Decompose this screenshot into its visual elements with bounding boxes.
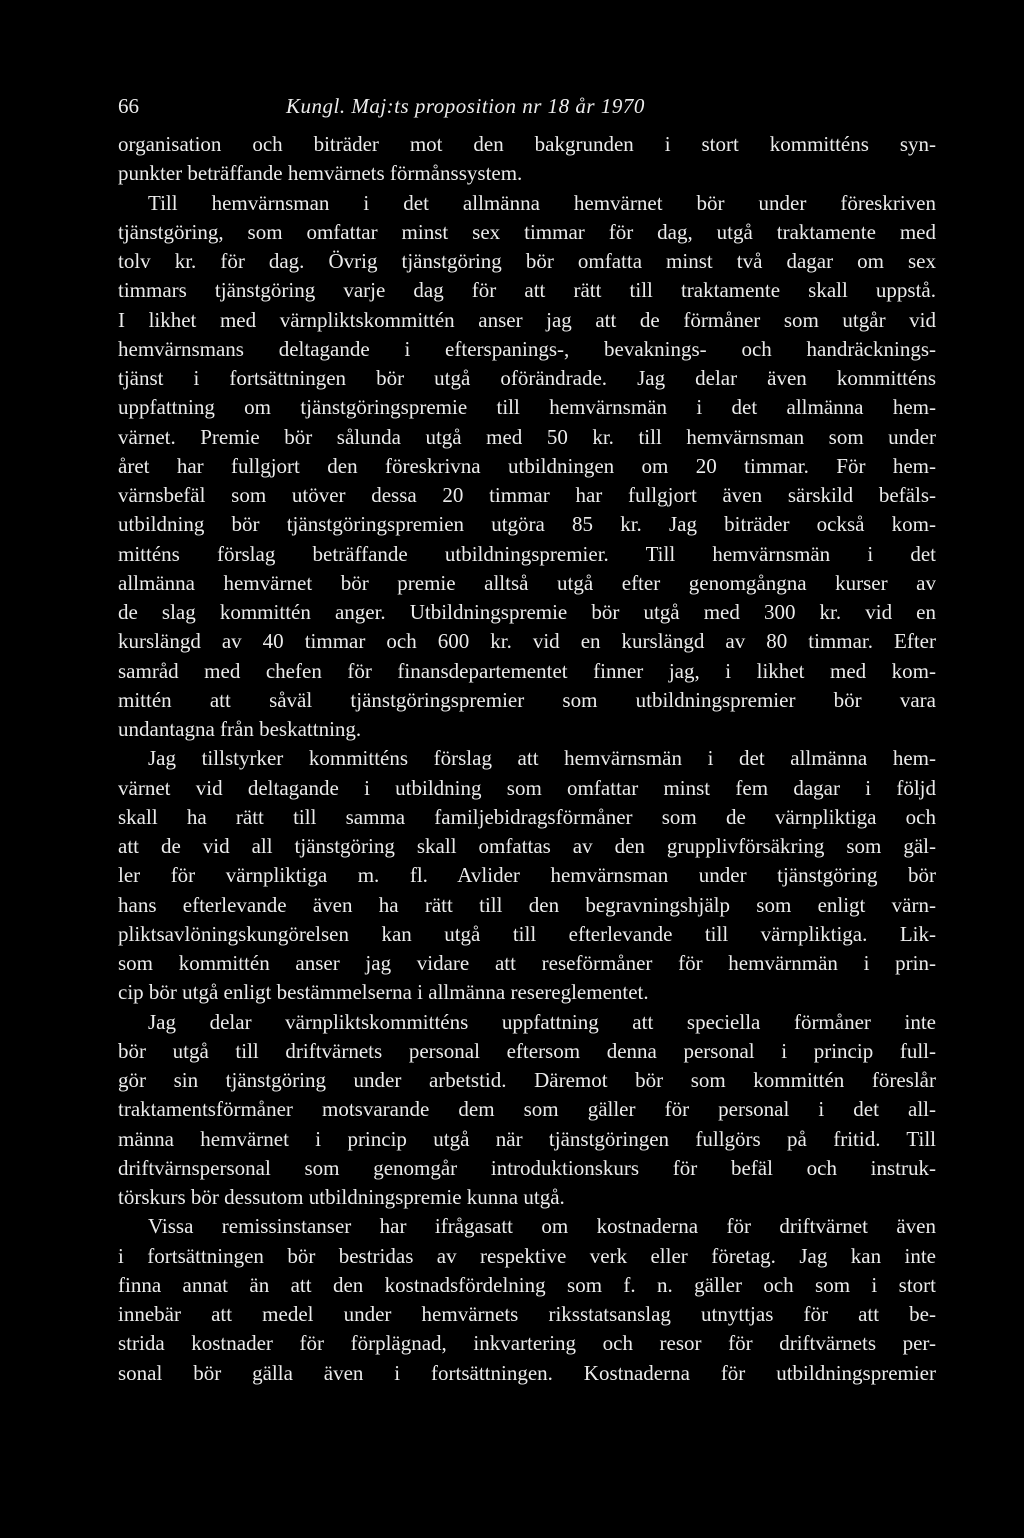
text-line: Till hemvärnsman i det allmänna hemvärnet bör under föreskriven [148, 190, 936, 215]
text-line: driftvärnspersonal som genomgår introduktionskurs för befäl och instruk- [118, 1155, 936, 1180]
text-line: kurslängd av 40 timmar och 600 kr. vid en kurslängd av 80 timmar. Efter [118, 629, 936, 654]
text-line: Jag delar värnpliktskommitténs uppfattning att speciella förmåner inte [148, 1009, 936, 1034]
text-line: värnet. Premie bör sålunda utgå med 50 kr. till hemvärnsman som under [118, 424, 936, 449]
text-line: tolv kr. för dag. Övrig tjänstgöring bör omfatta minst två dagar om sex [118, 249, 936, 273]
text-line: finna annat än att den kostnadsfördelning som f. n. gäller och som i stort [118, 1272, 936, 1297]
text-line: uppfattning om tjänstgöringspremie till hemvärnsmän i det allmänna hem- [118, 395, 936, 420]
text-line: strida kostnader för förplägnad, inkvartering och resor för driftvärnets per- [118, 1331, 936, 1356]
text-line: mittén att såväl tjänstgöringspremier som utbildningspremier bör vara [118, 687, 936, 712]
text-line: hans efterlevande även ha rätt till den begravningshjälp som enligt värn- [118, 892, 936, 917]
text-line: värnet vid deltagande i utbildning som omfattar minst fem dagar i följd [118, 775, 936, 800]
text-line: innebär att medel under hemvärnets riksstatsanslag utnyttjas för att be- [118, 1302, 936, 1326]
text-line: samråd med chefen för finansdepartementet finner jag, i likhet med kom- [118, 658, 936, 683]
page-header [118, 88, 938, 124]
text-line: ler för värnpliktiga m. fl. Avlider hemvärnsman under tjänstgöring bör [118, 863, 936, 888]
text-line: hemvärnsmans deltagande i efterspanings-, bevaknings- och handräcknings- [118, 336, 936, 361]
text-line: allmänna hemvärnet bör premie alltså utgå efter genomgångna kurser av [118, 570, 936, 595]
text-line: sonal bör gälla även i fortsättningen. Kostnaderna för utbildningspremier [118, 1360, 936, 1385]
text-line: gör sin tjänstgöring under arbetstid. Däremot bör som kommittén föreslår [118, 1068, 936, 1092]
text-line: bör utgå till driftvärnets personal eftersom denna personal i princip full- [118, 1038, 936, 1063]
body-text [118, 130, 936, 1388]
text-line: cip bör utgå enligt bestämmelserna i allmänna resereglementet. [118, 980, 649, 1005]
text-line: traktamentsförmåner motsvarande dem som gäller för personal i det all- [118, 1097, 936, 1122]
text-line: i fortsättningen bör bestridas av respektive verk eller företag. Jag kan inte [118, 1243, 936, 1268]
text-line: Vissa remissinstanser har ifrågasatt om kostnaderna för driftvärnet även [148, 1214, 936, 1239]
running-title: Kungl. Maj:ts proposition nr 18 år 1970 [286, 94, 645, 118]
text-line: männa hemvärnet i princip utgå när tjänstgöringen fullgörs på fritid. Till [118, 1126, 936, 1151]
text-line: som kommittén anser jag vidare att reseförmåner för hemvärnmän i prin- [118, 951, 936, 975]
text-line: att de vid all tjänstgöring skall omfattas av den grupplivförsäkring som gäl- [118, 834, 936, 858]
text-line: de slag kommittén anger. Utbildningspremie bör utgå med 300 kr. vid en [118, 600, 936, 624]
text-line: värnsbefäl som utöver dessa 20 timmar har fullgjort även särskild befäls- [118, 483, 936, 507]
text-line: I likhet med värnpliktskommittén anser jag att de förmåner som utgår vid [118, 307, 936, 332]
text-line: tjänstgöring, som omfattar minst sex timmar för dag, utgå traktamente med [118, 219, 936, 244]
text-line: timmars tjänstgöring varje dag för att rätt till traktamente skall uppstå. [118, 278, 936, 303]
text-line: utbildning bör tjänstgöringspremien utgöra 85 kr. Jag biträder också kom- [118, 512, 936, 537]
text-line: pliktsavlöningskungörelsen kan utgå till efterlevande till värnpliktiga. Lik- [118, 921, 936, 946]
text-line: organisation och biträder mot den bakgrunden i stort kommitténs syn- [118, 132, 936, 156]
text-line: tjänst i fortsättningen bör utgå oförändrade. Jag delar även kommitténs [118, 366, 936, 390]
text-line: året har fullgjort den föreskrivna utbildningen om 20 timmar. För hem- [118, 453, 936, 478]
text-line: Jag tillstyrker kommitténs förslag att hemvärnsmän i det allmänna hem- [148, 746, 936, 771]
text-line: törskurs bör dessutom utbildningspremie kunna utgå. [118, 1185, 565, 1209]
text-line: skall ha rätt till samma familjebidragsförmåner som de värnpliktiga och [118, 804, 936, 829]
page-number: 66 [118, 94, 139, 118]
text-line: undantagna från beskattning. [118, 717, 362, 741]
text-line: mitténs förslag beträffande utbildningspremier. Till hemvärnsmän i det [118, 541, 936, 566]
text-line: punkter beträffande hemvärnets förmånssystem. [118, 161, 523, 186]
